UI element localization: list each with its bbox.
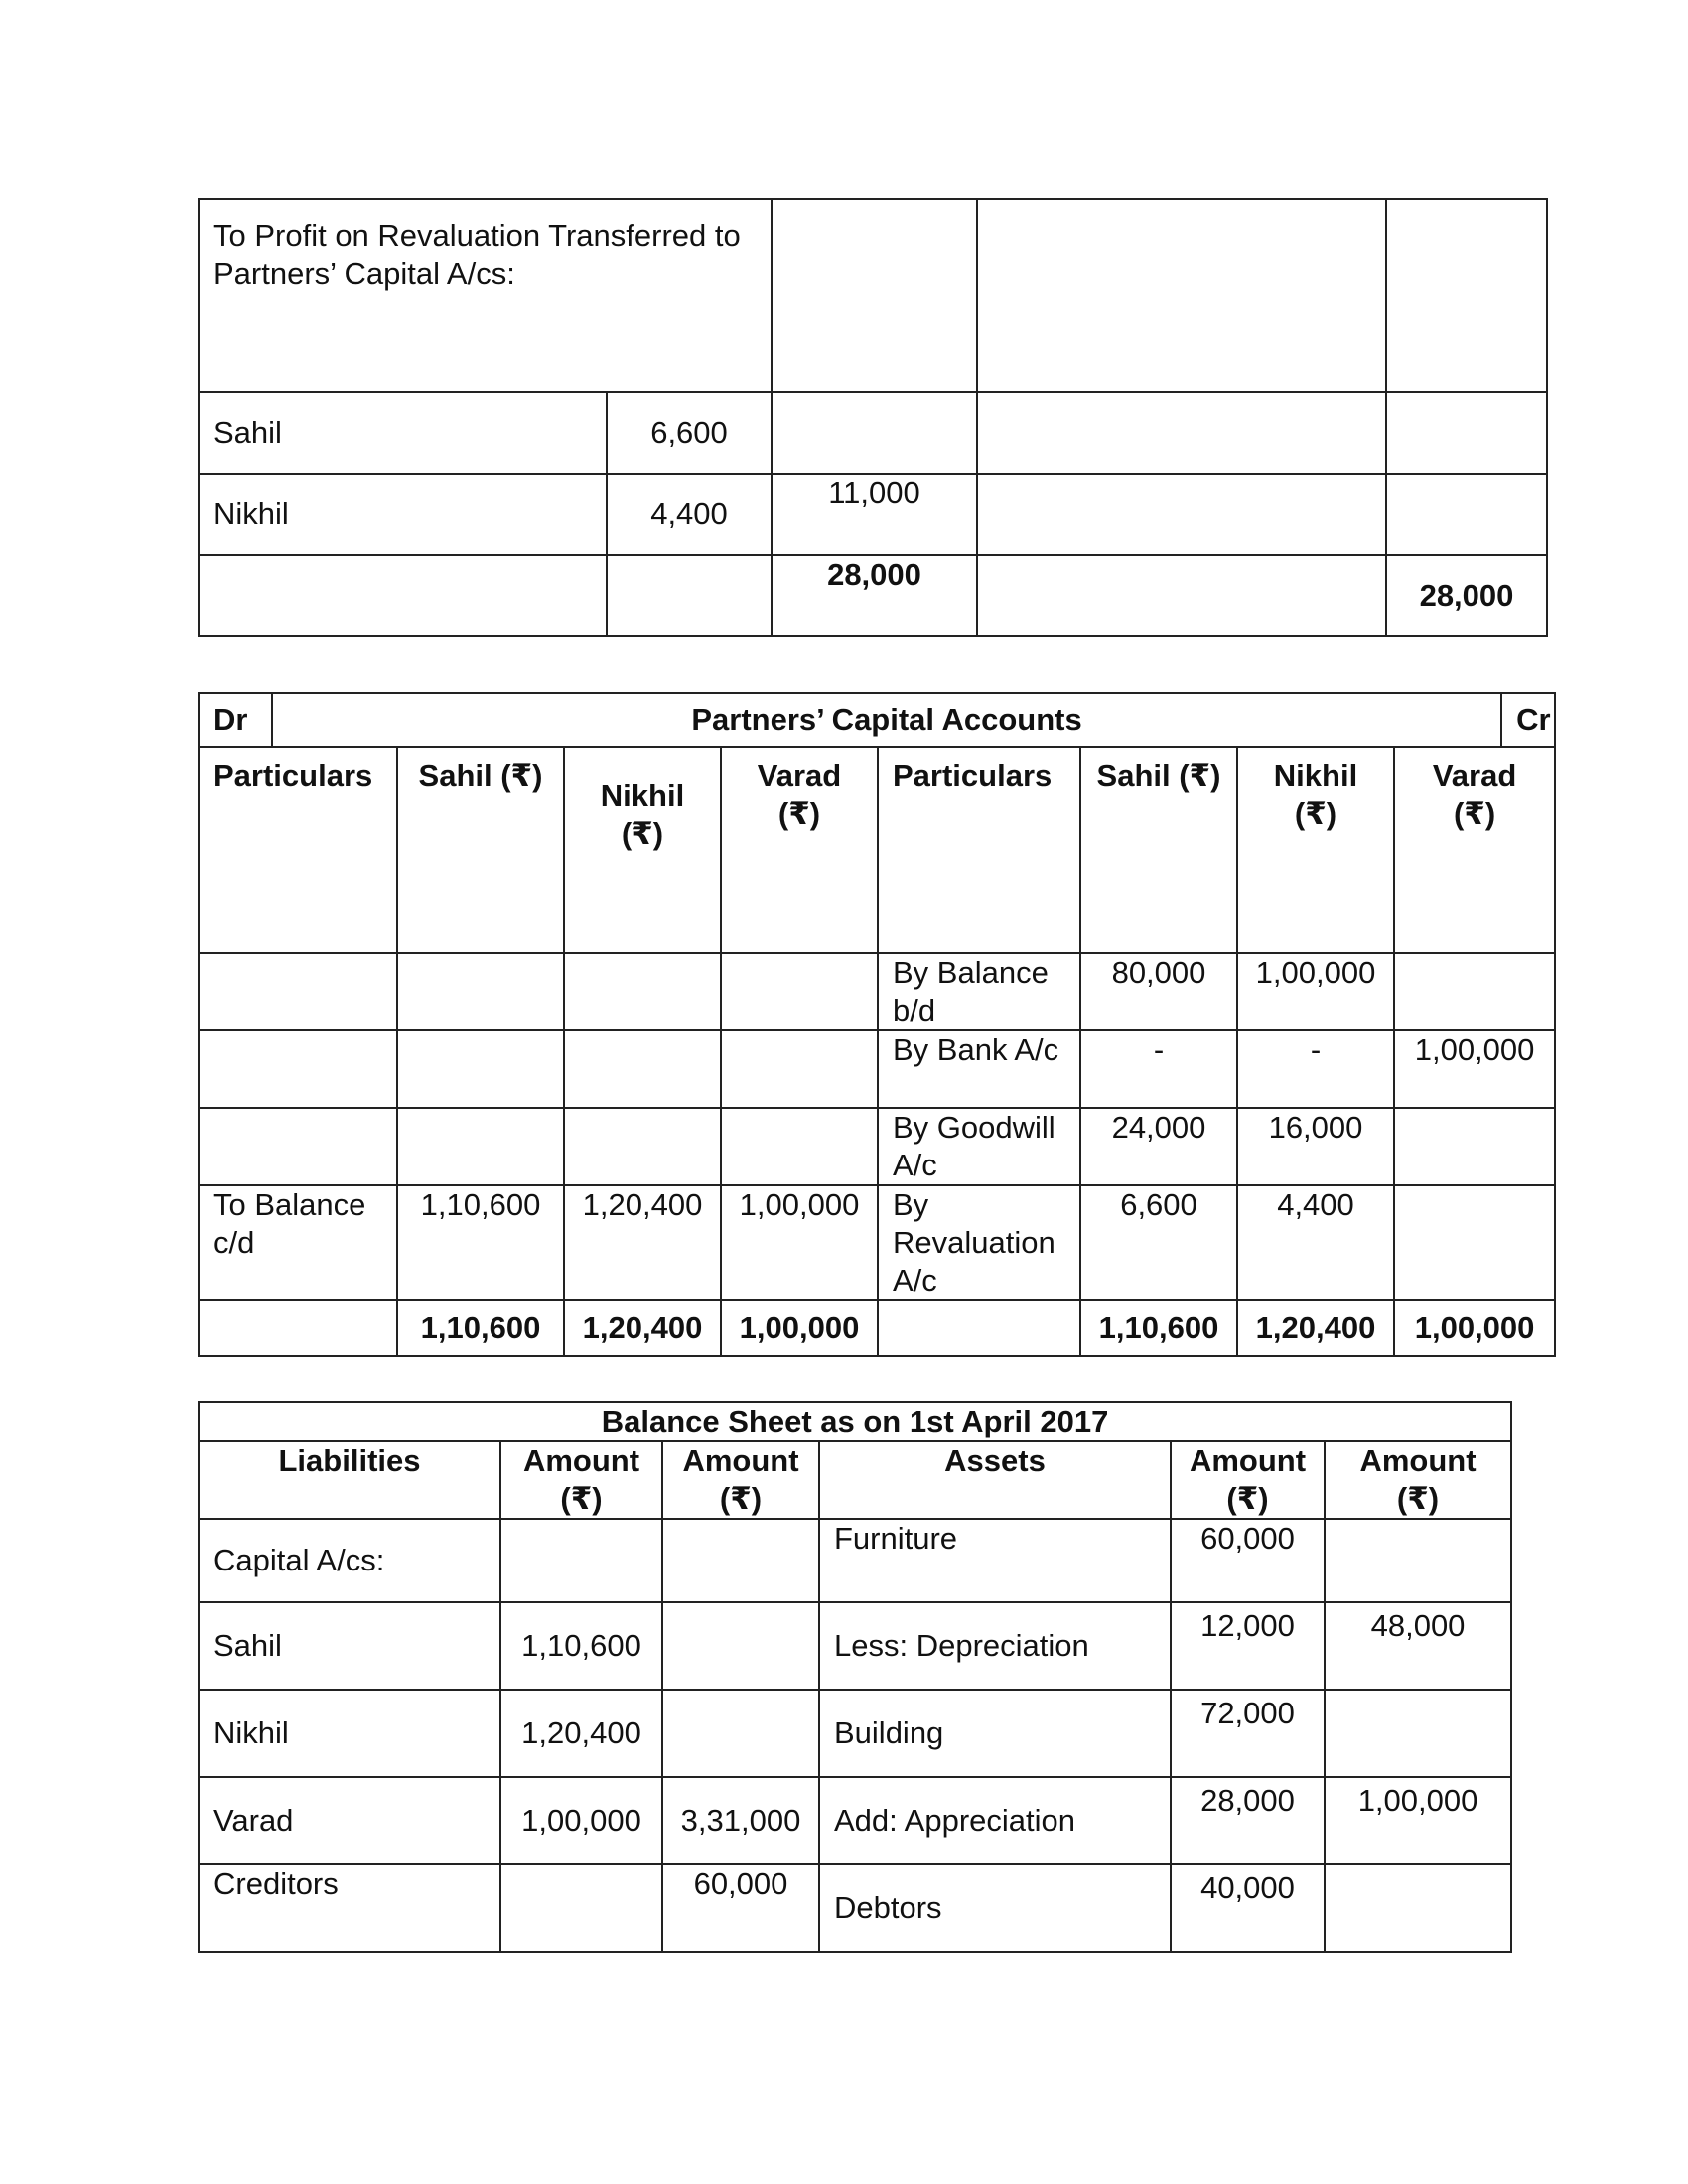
partner-name-sahil: Sahil — [199, 392, 607, 474]
table-row: By Balance b/d 80,000 1,00,000 — [199, 953, 1555, 1030]
profit-on-revaluation-label: To Profit on Revaluation Transferred to Partners’ Capital A/cs: — [199, 199, 772, 392]
header-dr-varad: Varad (₹) — [721, 747, 878, 953]
header-liab-amount-1: Amount (₹) — [500, 1441, 662, 1519]
table-row: Nikhil 1,20,400 Building 72,000 — [199, 1690, 1511, 1777]
partner-name-nikhil: Nikhil — [199, 474, 607, 555]
table-row: Varad 1,00,000 3,31,000 Add: Appreciation 28,000 1,00,000 — [199, 1777, 1511, 1864]
header-cr-particulars: Particulars — [878, 747, 1080, 953]
header-cr-nikhil: Nikhil (₹) — [1237, 747, 1394, 953]
revaluation-total-cr: 28,000 — [1386, 555, 1547, 636]
header-dr-particulars: Particulars — [199, 747, 397, 953]
header-liabilities: Liabilities — [199, 1441, 500, 1519]
header-dr-nikhil: Nikhil (₹) — [564, 747, 721, 953]
partners-capital-accounts-table — [198, 692, 1556, 1357]
totals-row: 1,10,600 1,20,400 1,00,000 1,10,600 1,20,400 1,00,000 — [199, 1300, 1555, 1356]
table-row: To Balance c/d 1,10,600 1,20,400 1,00,000 By Revaluation A/c 6,600 4,400 — [199, 1185, 1555, 1300]
revaluation-account-table — [198, 198, 1548, 637]
revaluation-share-sahil: 6,600 — [607, 392, 772, 474]
header-asset-amount-2: Amount (₹) — [1325, 1441, 1511, 1519]
balance-sheet-table — [198, 1401, 1512, 1953]
header-cr-varad: Varad (₹) — [1394, 747, 1555, 953]
header-liab-amount-2: Amount (₹) — [662, 1441, 819, 1519]
header-dr-sahil: Sahil (₹) — [397, 747, 564, 953]
capital-accounts-title: Partners’ Capital Accounts — [272, 693, 1501, 747]
table-row: Sahil 1,10,600 Less: Depreciation 12,000 48,000 — [199, 1602, 1511, 1690]
dr-label: Dr — [199, 693, 272, 747]
cr-label: Cr — [1501, 693, 1555, 747]
table-row: By Goodwill A/c 24,000 16,000 — [199, 1108, 1555, 1185]
table-row: By Bank A/c - - 1,00,000 — [199, 1030, 1555, 1108]
header-asset-amount-1: Amount (₹) — [1171, 1441, 1325, 1519]
header-cr-sahil: Sahil (₹) — [1080, 747, 1237, 953]
header-assets: Assets — [819, 1441, 1171, 1519]
balance-sheet-title: Balance Sheet as on 1st April 2017 — [199, 1402, 1511, 1441]
revaluation-total-dr: 28,000 — [772, 555, 977, 636]
revaluation-subtotal: 11,000 — [772, 474, 977, 555]
table-row: Capital A/cs: Furniture 60,000 — [199, 1519, 1511, 1602]
revaluation-share-nikhil: 4,400 — [607, 474, 772, 555]
table-row: Creditors 60,000 Debtors 40,000 — [199, 1864, 1511, 1952]
